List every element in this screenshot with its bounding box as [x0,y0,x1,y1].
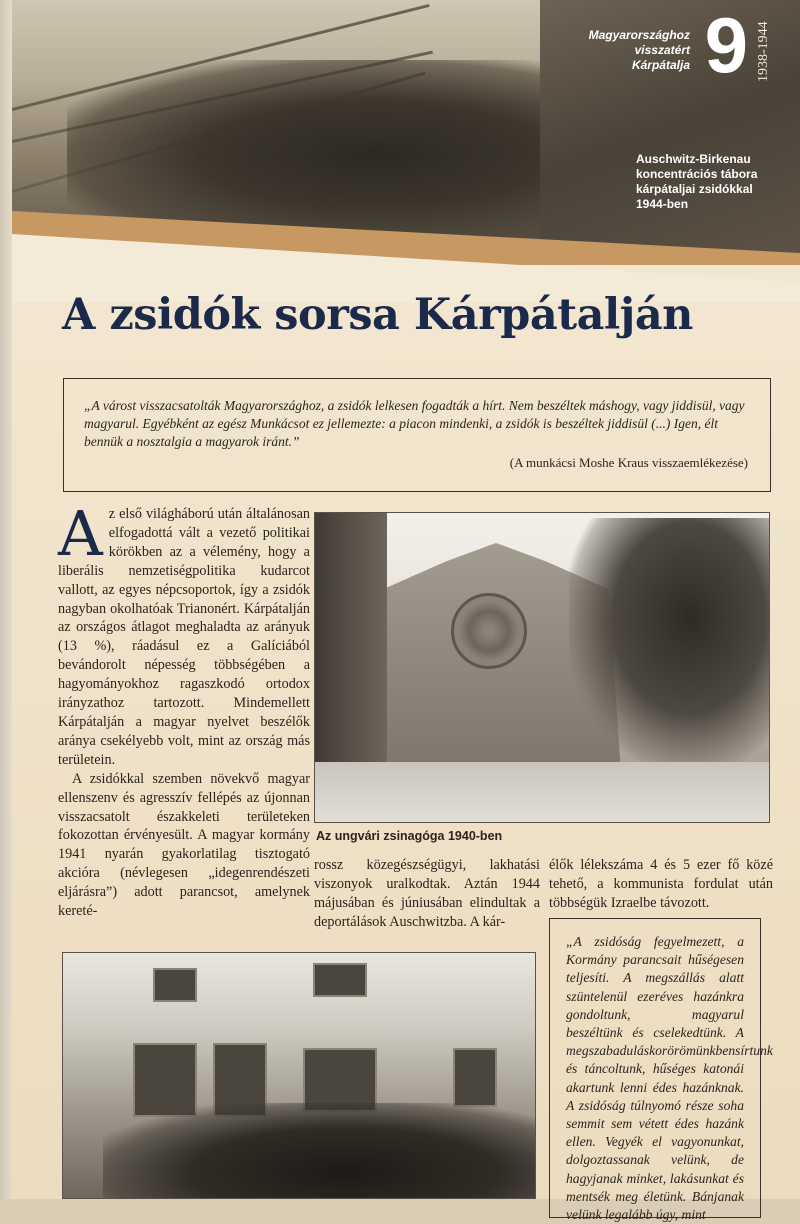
badge-line: Magyarországhoz [588,28,690,42]
badge-line: Kárpátalja [631,58,690,72]
synagogue-photo-caption: Az ungvári zsinagóga 1940-ben [316,829,503,843]
badge-years: 1938-1944 [756,21,771,83]
intro-quote-text: „A várost visszacsatolták Magyarországhoz, a zsidók lelkesen fogadták a hírt. Nem beszéltek máshogy, vagy jiddisül, vagy magyarul. Egyébként az egész Munkácsot ez jellemezte: a piacon mindenki, a zsidók is beszéltek jiddisül (...) Igen, élt bennük a nosztalgia a magyarok iránt.” [84,398,745,449]
page-title: A zsidók sorsa Kárpátalján [62,290,693,340]
series-badge-text [589,28,690,73]
window [453,1048,497,1107]
window [153,968,197,1002]
caption-line: 1944-ben [636,197,689,211]
paragraph: A zsidókkal szemben növekvő magyar ellenszenv és agresszív fellépés az újonnan visszacsatolt északkeleti területeken fokozottan érvényesült. A magyar kormány 1941 nyarán gyakorlatilag tisztogató akcióra (névlegesen „idegenrendészeti eljárásra”) adott parancsot, amelynek kereté- [58,770,310,920]
caption-line: koncentrációs tábora [636,167,758,181]
article-column-1 [58,497,310,921]
march-photo [62,952,536,1199]
street [315,762,770,822]
caption-line: Auschwitz-Birkenau [636,152,751,166]
caption-line: kárpátaljai zsidókkal [636,182,753,196]
article-column-3 [549,856,773,913]
trees [569,518,769,768]
paragraph: rossz közegészségügyi, lakhatási viszonyok uralkodtak. Aztán 1944 májusában és júniusában elindultak a deportálások Auschwitzba. A kár- [314,857,540,930]
top-photo-caption [636,152,786,212]
synagogue-photo [314,512,770,823]
paragraph: élők lélekszáma 4 és 5 ezer fő közé tehető, a kommunista fordulat után többségük Izraelbe távozott. [549,857,773,911]
side-quote-box [549,918,773,1223]
rose-window [451,593,527,669]
dropcap: A [58,497,103,570]
paragraph: z első világháború után általánosan elfogadottá vált a vezető politikai körökben az a vélemény, hogy a liberális nemzetiségpolitika kudarcot vallott, az egyes népcsoportok, így a zsidók nagyban okolhatóak Trianonért. Kárpátalján az országos átlagot meghaladta az arányuk (13 %), ráadásul ez a Galíciából bevándorolt népesség többségében a hagyományokhoz ragaszkodó ortodox irányzathoz tartozott. Mindemellett Kárpátalján a magyar nyelvet beszélők aránya csekélyebb volt, mint az ország más területein. [58,506,310,768]
side-quote-text: „A zsidóság fegyelmezett, a Kormány parancsait hűségesen teljesíti. A megszállás alatt szüntelenül ezeréves hazánkra gondoltunk, magyarul beszéltünk és cselekedtünk. A megszabaduláskorörömünkbensírtunk és táncoltunk, hűséges katonái akartunk lenni édes hazánknak. A zsidóság túlnyomó része soha semmit sem vétett édes hazánk ellen. Vegyék el vagyonunkat, dolgoztassanak velünk, de hagyjanak minket, lakásunkat és mentsék meg életünk. Bánjanak velünk legalább úgy, mint [566,934,773,1223]
intro-quote-source: (A munkácsi Moshe Kraus visszaemlékezése) [509,455,748,470]
marching-people [103,1103,536,1199]
article-column-2 [314,856,540,932]
badge-line: visszatért [634,43,690,57]
panel-number: 9 [704,1,748,89]
window [313,963,367,997]
intro-quote-box [63,378,771,492]
